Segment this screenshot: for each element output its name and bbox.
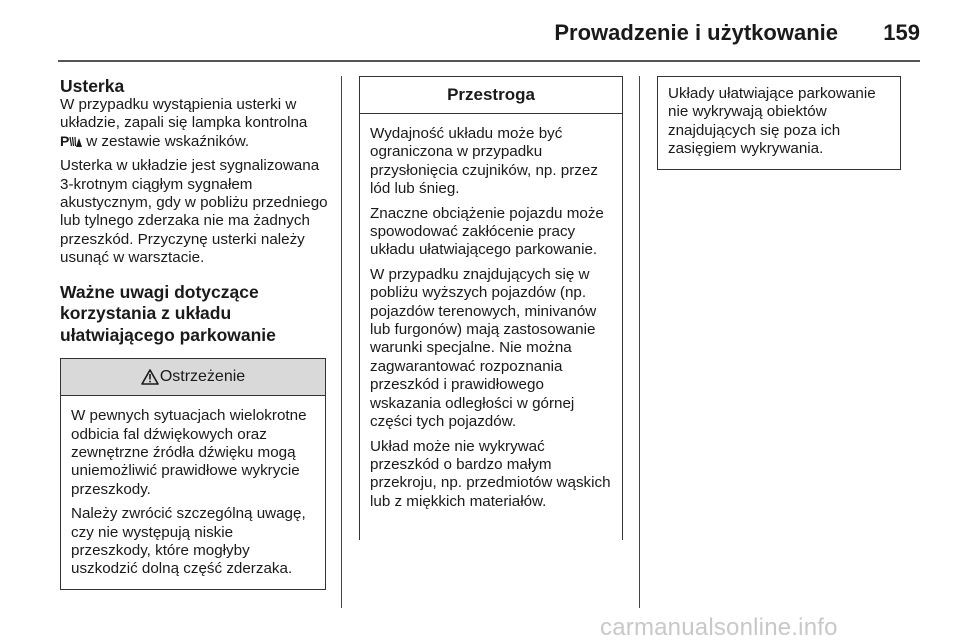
fault-text-after-icon: w zestawie wskaźników. <box>82 132 250 150</box>
caution-box-header: Przestroga <box>360 77 622 114</box>
warning-box-header <box>61 359 325 396</box>
warning-box <box>60 358 326 590</box>
column-divider-2 <box>639 76 640 608</box>
header-divider <box>58 60 920 62</box>
column-middle <box>359 76 623 540</box>
fault-heading: Usterka <box>60 76 125 96</box>
page-header <box>0 14 960 54</box>
caution-paragraph-1: Wydajność układu może być ograniczona w przypadku przysłonięcia czujników, np. przez lód lub śnieg. <box>370 125 598 198</box>
fault-paragraph-1 <box>60 96 328 151</box>
warning-paragraph-2: Należy zwrócić szczególną uwagę, czy nie występują niskie przeszkody, które mogłyby uszkodzić dolną część zderzaka. <box>71 505 306 578</box>
warning-triangle-icon <box>141 369 159 385</box>
caution-paragraph-3: W przypadku znajdujących się w pobliżu wyższych pojazdów (np. pojazdów terenowych, minivanów lub furgonów) mają zastosowanie warunki specjalne. Nie można zagwarantować rozpoznania przeszkód i prawidłowego wskazania odległości w górnej części tych pojazdów. <box>370 265 597 431</box>
column-left <box>60 76 328 590</box>
column-right <box>657 76 901 170</box>
note-box <box>657 76 901 170</box>
fault-paragraph-2: Usterka w układzie jest sygnalizowana 3-krotnym ciągłym sygnałem akustycznym, gdy w pobliżu przedniego lub tylnego zderzaka nie ma żadnych przeszkód. Przyczynę usterki należy usunąć w warsztacie. <box>60 157 328 267</box>
caution-box-body <box>360 114 622 521</box>
page-title: Prowadzenie i użytkowanie <box>554 20 838 45</box>
caution-box <box>359 76 623 540</box>
fault-text-before-icon: W przypadku wystąpienia usterki w układzie, zapali się lampka kontrolna <box>60 96 308 132</box>
warning-paragraph-1: W pewnych sytuacjach wielokrotne odbicia fal dźwiękowych oraz zewnętrzne źródła dźwięku mogą uniemożliwić prawidłowe wykrycie przeszkody. <box>71 407 307 498</box>
svg-text:P: P <box>60 132 70 149</box>
note-text: Układy ułatwiające parkowanie nie wykrywają obiektów znajdujących się poza ich zasięgiem wykrywania. <box>668 85 876 158</box>
warning-label: Ostrzeżenie <box>159 367 246 385</box>
section-heading: Ważne uwagi dotyczące korzystania z układu ułatwiającego parkowanie <box>60 281 276 345</box>
caution-paragraph-2: Znaczne obciążenie pojazdu może spowodować zakłócenie pracy układu ułatwiającego parkowanie. <box>370 204 604 259</box>
page-number: 159 <box>883 20 920 45</box>
parking-assist-icon <box>60 133 82 149</box>
caution-paragraph-4: Układ może nie wykrywać przeszkód o bardzo małym przekroju, np. przedmiotów wąskich lub z miękkich materiałów. <box>370 437 611 510</box>
note-box-body <box>658 77 900 169</box>
watermark: carmanualsonline.info <box>600 614 838 641</box>
warning-box-body <box>61 396 325 589</box>
column-divider-1 <box>341 76 342 608</box>
